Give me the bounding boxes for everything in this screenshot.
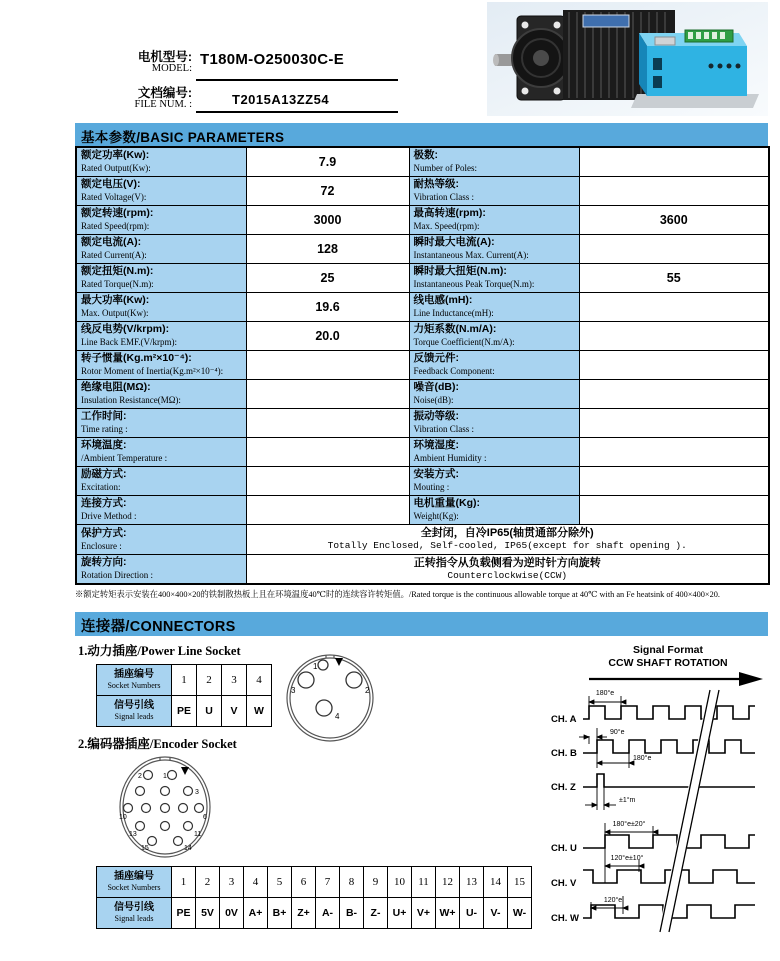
param-label-left — [76, 495, 246, 524]
dim-label-u: 180°e±20° — [612, 821, 646, 828]
param-value-right — [579, 350, 769, 379]
param-label-left — [76, 292, 246, 321]
param-label-right — [409, 350, 579, 379]
param-label-right — [409, 495, 579, 524]
encoder-socket-lead-cell: V+ — [412, 898, 436, 929]
model-value: T180M-O250030C-E — [200, 51, 345, 68]
key-mark-icon — [181, 767, 189, 775]
param-label-left-en: Insulation Resistance(MΩ): — [81, 395, 181, 405]
parameter-row — [76, 147, 769, 176]
param-label-left-cn: 线反电势(V/krpm): — [81, 323, 170, 335]
break-slash — [669, 690, 719, 932]
encoder-socket-lead-cell: V- — [484, 898, 508, 929]
power-pin-label-3: 3 — [291, 686, 296, 695]
param-label-right-cn: 电机重量(Kg): — [413, 497, 480, 509]
parameter-row — [76, 234, 769, 263]
parameter-row — [76, 176, 769, 205]
encoder-numbers-label-cn: 插座编号 — [114, 871, 154, 882]
dim-label-z: ±1°m — [619, 797, 636, 804]
param-label-left-cn: 励磁方式: — [81, 468, 127, 480]
power-socket-lead-cell: PE — [172, 696, 197, 727]
param-label-right-en: Noise(dB): — [413, 395, 454, 405]
power-pin-1 — [318, 660, 328, 670]
dim-label-a: 180°e — [595, 690, 615, 697]
param-label-right-en: Line Inductance(mH): — [413, 308, 494, 318]
power-socket-number-cell: 3 — [222, 665, 247, 696]
param-value-left — [246, 379, 409, 408]
encoder-socket-number-cell: 12 — [436, 867, 460, 898]
encoder-socket-lead-cell: A+ — [244, 898, 268, 929]
param-value-right — [579, 292, 769, 321]
param-label-left-cn: 绝缘电阻(MΩ): — [81, 381, 151, 393]
enclosure-row — [76, 524, 769, 554]
param-label-right-cn: 安装方式: — [413, 468, 459, 480]
power-leads-label — [97, 696, 172, 727]
basic-parameters-table — [75, 146, 770, 585]
power-leads-label-cn: 信号引线 — [114, 700, 154, 711]
model-underline — [196, 79, 398, 81]
param-label-left — [76, 205, 246, 234]
param-label-left-cn: 连接方式: — [81, 497, 127, 509]
param-label-left-cn: 最大功率(Kw): — [81, 294, 150, 306]
parameter-row — [76, 466, 769, 495]
param-value-left: 3000 — [246, 205, 409, 234]
power-socket-number-cell: 2 — [197, 665, 222, 696]
param-label-left-cn: 工作时间: — [81, 410, 127, 422]
encoder-pin-label-13: 13 — [129, 831, 137, 838]
param-label-left — [76, 437, 246, 466]
param-label-right-cn: 最高转速(rpm): — [413, 207, 486, 219]
power-socket-numbers-row — [97, 665, 272, 696]
rated-torque-footnote: ※额定转矩表示安装在400×400×20的铁制散热板上且在环境温度40℃时的连续容许转矩值。/Rated torque is the continuous allowable torque at 40℃ with an Fe heatsink of 400×400×20. — [75, 590, 720, 599]
power-numbers-label-en: Socket Numbers — [107, 681, 161, 690]
param-label-left — [76, 350, 246, 379]
signal-title: Signal Format — [632, 644, 704, 656]
param-label-right — [409, 263, 579, 292]
parameter-row — [76, 495, 769, 524]
param-label-right — [409, 437, 579, 466]
dim-label-w: 120°e — [603, 897, 623, 904]
param-label-left — [76, 147, 246, 176]
param-label-right-cn: 环境湿度: — [413, 439, 459, 451]
model-label-en: MODEL: — [151, 63, 192, 74]
encoder-socket-number-cell: 15 — [508, 867, 532, 898]
rotation-value-cn: 正转指令从负载侧看为逆时针方向旋转 — [413, 556, 601, 569]
encoder-socket-lead-cell: W- — [508, 898, 532, 929]
dim-label-b1: 90°e — [610, 729, 625, 736]
encoder-socket-number-cell: 10 — [388, 867, 412, 898]
param-label-left — [76, 466, 246, 495]
param-value-left: 7.9 — [246, 147, 409, 176]
encoder-socket-number-cell: 7 — [316, 867, 340, 898]
param-label-left-en: Rated Torque(N.m): — [81, 279, 154, 289]
enclosure-label — [76, 524, 246, 554]
param-label-left-cn: 转子惯量(Kg.m²×10⁻⁴): — [81, 352, 192, 364]
rotation-label — [76, 554, 246, 584]
power-pin-2 — [346, 672, 362, 688]
param-label-right-en: Mouting : — [413, 482, 450, 492]
power-numbers-label-cn: 插座编号 — [114, 669, 154, 680]
enclosure-value-en: Totally Enclosed, Self-cooled, IP65(except for shaft opening ). — [327, 540, 687, 551]
param-label-right — [409, 408, 579, 437]
rotation-value-en: Counterclockwise(CCW) — [447, 569, 568, 581]
encoder-pin-label-14: 14 — [184, 845, 192, 852]
param-value-right — [579, 495, 769, 524]
param-value-right — [579, 234, 769, 263]
encoder-pin-label-1: 1 — [163, 773, 167, 780]
rotation-row — [76, 554, 769, 584]
param-value-left — [246, 350, 409, 379]
power-socket-leads-row — [97, 696, 272, 727]
param-label-left-en: Line Back EMF.(V/krpm): — [81, 337, 178, 347]
signal-format-diagram — [543, 640, 777, 940]
param-label-right-en: Vibration Class : — [413, 424, 474, 434]
param-label-right — [409, 466, 579, 495]
param-label-right-en: Instantaneous Max. Current(A): — [413, 250, 529, 260]
driver-illustration — [631, 30, 759, 108]
param-label-left-en: Rotor Moment of Inertia(Kg.m²×10⁻⁴): — [81, 366, 224, 376]
encoder-socket-lead-cell: B+ — [268, 898, 292, 929]
channel-label-u: CH. U — [551, 843, 577, 854]
param-label-left-en: /Ambient Temperature : — [81, 453, 168, 463]
param-label-right-en: Feedback Component: — [413, 366, 495, 376]
encoder-socket-number-cell: 3 — [220, 867, 244, 898]
param-value-right — [579, 408, 769, 437]
param-label-right-en: Vibration Class : — [413, 192, 474, 202]
param-label-right-cn: 反馈元件: — [413, 352, 459, 364]
param-value-right — [579, 321, 769, 350]
channel-label-z: CH. Z — [551, 782, 576, 793]
break-slash — [660, 690, 710, 932]
param-value-right — [579, 466, 769, 495]
parameter-row — [76, 379, 769, 408]
parameter-row — [76, 292, 769, 321]
param-label-left — [76, 408, 246, 437]
param-label-right — [409, 379, 579, 408]
encoder-socket-leads-row — [97, 898, 532, 929]
param-label-right-en: Torque Coefficient(N.m/A): — [413, 337, 515, 347]
parameter-row — [76, 205, 769, 234]
power-pin-label-2: 2 — [365, 686, 370, 695]
section-bar-connectors: 连接器/CONNECTORS — [75, 612, 768, 636]
param-label-right — [409, 205, 579, 234]
power-socket-lead-cell: U — [197, 696, 222, 727]
param-label-right — [409, 147, 579, 176]
param-label-right-cn: 力矩系数(N.m/A): — [413, 323, 497, 335]
encoder-pin-label-15: 15 — [141, 845, 149, 852]
rotation-label-en: Rotation Direction : — [81, 570, 153, 581]
encoder-socket-diagram — [110, 750, 222, 864]
param-label-left-cn: 额定功率(Kw): — [81, 149, 150, 162]
param-label-right — [409, 292, 579, 321]
encoder-pin-label-11: 11 — [194, 831, 202, 838]
param-label-right — [409, 176, 579, 205]
param-label-left-en: Drive Method : — [81, 511, 137, 521]
encoder-socket-lead-cell: 0V — [220, 898, 244, 929]
encoder-socket-lead-cell: U+ — [388, 898, 412, 929]
param-label-right-en: Max. Speed(rpm): — [413, 221, 480, 231]
encoder-leads-label — [97, 898, 172, 929]
param-value-left — [246, 466, 409, 495]
channel-label-w: CH. W — [551, 913, 579, 924]
param-label-right-en: Weight(Kg): — [413, 511, 459, 521]
encoder-socket-number-cell: 13 — [460, 867, 484, 898]
power-socket-lead-cell: W — [247, 696, 272, 727]
encoder-socket-number-cell: 14 — [484, 867, 508, 898]
encoder-socket-number-cell: 5 — [268, 867, 292, 898]
param-label-right-en: Instantaneous Peak Torque(N.m): — [413, 279, 535, 289]
param-label-left-en: Rated Voltage(V): — [81, 192, 147, 202]
encoder-socket-lead-cell: U- — [460, 898, 484, 929]
param-label-left — [76, 379, 246, 408]
param-value-right — [579, 147, 769, 176]
param-label-left-en: Rated Current(A): — [81, 250, 147, 260]
param-label-left — [76, 263, 246, 292]
wave-ch-b — [583, 740, 755, 753]
encoder-numbers-label-en: Socket Numbers — [107, 883, 161, 892]
encoder-socket-number-cell: 2 — [196, 867, 220, 898]
encoder-socket-numbers-row — [97, 867, 532, 898]
parameter-row — [76, 263, 769, 292]
encoder-socket-number-cell: 1 — [172, 867, 196, 898]
encoder-socket-number-cell: 11 — [412, 867, 436, 898]
enclosure-value-cn: 全封闭，自冷IP65(轴贯通部分除外) — [420, 527, 594, 539]
encoder-socket-lead-cell: PE — [172, 898, 196, 929]
encoder-socket-lead-cell: W+ — [436, 898, 460, 929]
param-value-left — [246, 495, 409, 524]
power-leads-label-en: Signal leads — [114, 712, 154, 721]
param-label-right — [409, 234, 579, 263]
param-label-right-cn: 极数: — [413, 149, 438, 162]
signal-subtitle: CCW SHAFT ROTATION — [608, 657, 728, 669]
encoder-socket-lead-cell: 5V — [196, 898, 220, 929]
file-label-cn: 文档编号: — [137, 86, 192, 100]
parameter-row — [76, 408, 769, 437]
param-label-left — [76, 234, 246, 263]
file-label-en: FILE NUM. : — [134, 99, 192, 110]
encoder-pin-label-3: 3 — [195, 789, 199, 796]
encoder-socket-table — [96, 866, 532, 929]
param-label-left-cn: 额定电流(A): — [81, 236, 142, 248]
parameter-row — [76, 437, 769, 466]
param-value-left: 72 — [246, 176, 409, 205]
parameter-row — [76, 321, 769, 350]
param-label-left-en: Rated Speed(rpm): — [81, 221, 150, 231]
section-bar-basic-parameters: 基本参数/BASIC PARAMETERS — [75, 123, 768, 146]
file-underline — [196, 111, 398, 113]
param-value-right: 55 — [579, 263, 769, 292]
encoder-socket-lead-cell: A- — [316, 898, 340, 929]
encoder-socket-lead-cell: Z+ — [292, 898, 316, 929]
encoder-leads-label-en: Signal leads — [114, 914, 154, 923]
parameter-row — [76, 350, 769, 379]
param-label-left-en: Excitation: — [81, 482, 121, 492]
param-label-left-cn: 额定电压(V): — [81, 178, 141, 190]
power-socket-title: 1.动力插座/Power Line Socket — [78, 644, 241, 658]
channel-label-a: CH. A — [551, 714, 577, 725]
power-socket-lead-cell: V — [222, 696, 247, 727]
param-value-left: 20.0 — [246, 321, 409, 350]
param-label-left-cn: 额定扭矩(N.m): — [81, 265, 154, 277]
encoder-leads-label-cn: 信号引线 — [114, 902, 154, 913]
param-value-right — [579, 176, 769, 205]
power-socket-table — [96, 664, 272, 727]
power-numbers-label — [97, 665, 172, 696]
encoder-socket-lead-cell: Z- — [364, 898, 388, 929]
param-value-right — [579, 379, 769, 408]
encoder-socket-number-cell: 8 — [340, 867, 364, 898]
product-photo — [487, 2, 768, 116]
param-value-left: 25 — [246, 263, 409, 292]
power-pin-3 — [298, 672, 314, 688]
dim-label-b2: 180°e — [633, 755, 652, 762]
rotation-value — [246, 554, 769, 584]
param-label-right-cn: 线电感(mH): — [413, 294, 473, 306]
model-label-cn: 电机型号: — [137, 50, 192, 64]
encoder-socket-number-cell: 4 — [244, 867, 268, 898]
encoder-numbers-label — [97, 867, 172, 898]
encoder-pin-label-10: 10 — [119, 814, 127, 821]
param-label-right-en: Ambient Humidity : — [413, 453, 487, 463]
param-label-left — [76, 176, 246, 205]
key-mark-icon — [335, 658, 343, 666]
encoder-socket-lead-cell: B- — [340, 898, 364, 929]
enclosure-label-cn: 保护方式: — [81, 526, 127, 539]
param-label-left-en: Rated Output(Kw): — [81, 163, 151, 174]
param-value-right: 3600 — [579, 205, 769, 234]
param-value-left — [246, 408, 409, 437]
param-label-left-en: Time rating : — [81, 424, 128, 434]
param-value-left: 19.6 — [246, 292, 409, 321]
encoder-socket-number-cell: 6 — [292, 867, 316, 898]
param-label-left-cn: 额定转速(rpm): — [81, 207, 154, 219]
power-socket-diagram — [273, 646, 391, 750]
param-label-right-cn: 瞬时最大电流(A): — [413, 236, 495, 248]
channel-label-v: CH. V — [551, 878, 577, 889]
param-label-right-cn: 瞬时最大扭矩(N.m): — [413, 265, 507, 277]
power-socket-number-cell: 1 — [172, 665, 197, 696]
enclosure-label-en: Enclosure : — [81, 540, 122, 551]
param-label-right — [409, 321, 579, 350]
param-label-right-cn: 耐热等级: — [413, 178, 459, 190]
file-value: T2015A13ZZ54 — [232, 92, 330, 107]
rotation-label-cn: 旋转方向: — [81, 556, 127, 569]
power-socket-number-cell: 4 — [247, 665, 272, 696]
param-label-left-en: Max. Output(Kw): — [81, 308, 149, 318]
param-label-right-cn: 噪音(dB): — [413, 381, 459, 393]
wave-ch-z — [583, 774, 755, 787]
power-pin-label-4: 4 — [335, 712, 340, 721]
encoder-socket-title: 2.编码器插座/Encoder Socket — [78, 737, 237, 751]
param-label-right-cn: 振动等级: — [413, 410, 459, 422]
encoder-socket-number-cell: 9 — [364, 867, 388, 898]
encoder-pin-label-6: 6 — [203, 814, 207, 821]
power-pin-4 — [316, 700, 332, 716]
power-pin-label-1: 1 — [313, 662, 318, 671]
param-value-left: 128 — [246, 234, 409, 263]
enclosure-value — [246, 524, 769, 554]
param-value-left — [246, 437, 409, 466]
encoder-pin-label-2: 2 — [138, 773, 142, 780]
wave-ch-a — [583, 706, 755, 719]
param-label-right-en: Number of Poles: — [413, 163, 477, 174]
dim-label-v: 120°e±10° — [610, 855, 644, 862]
param-label-left-cn: 环境温度: — [81, 439, 127, 451]
channel-label-b: CH. B — [551, 748, 577, 759]
param-label-left — [76, 321, 246, 350]
param-value-right — [579, 437, 769, 466]
wave-ch-u — [583, 835, 755, 848]
